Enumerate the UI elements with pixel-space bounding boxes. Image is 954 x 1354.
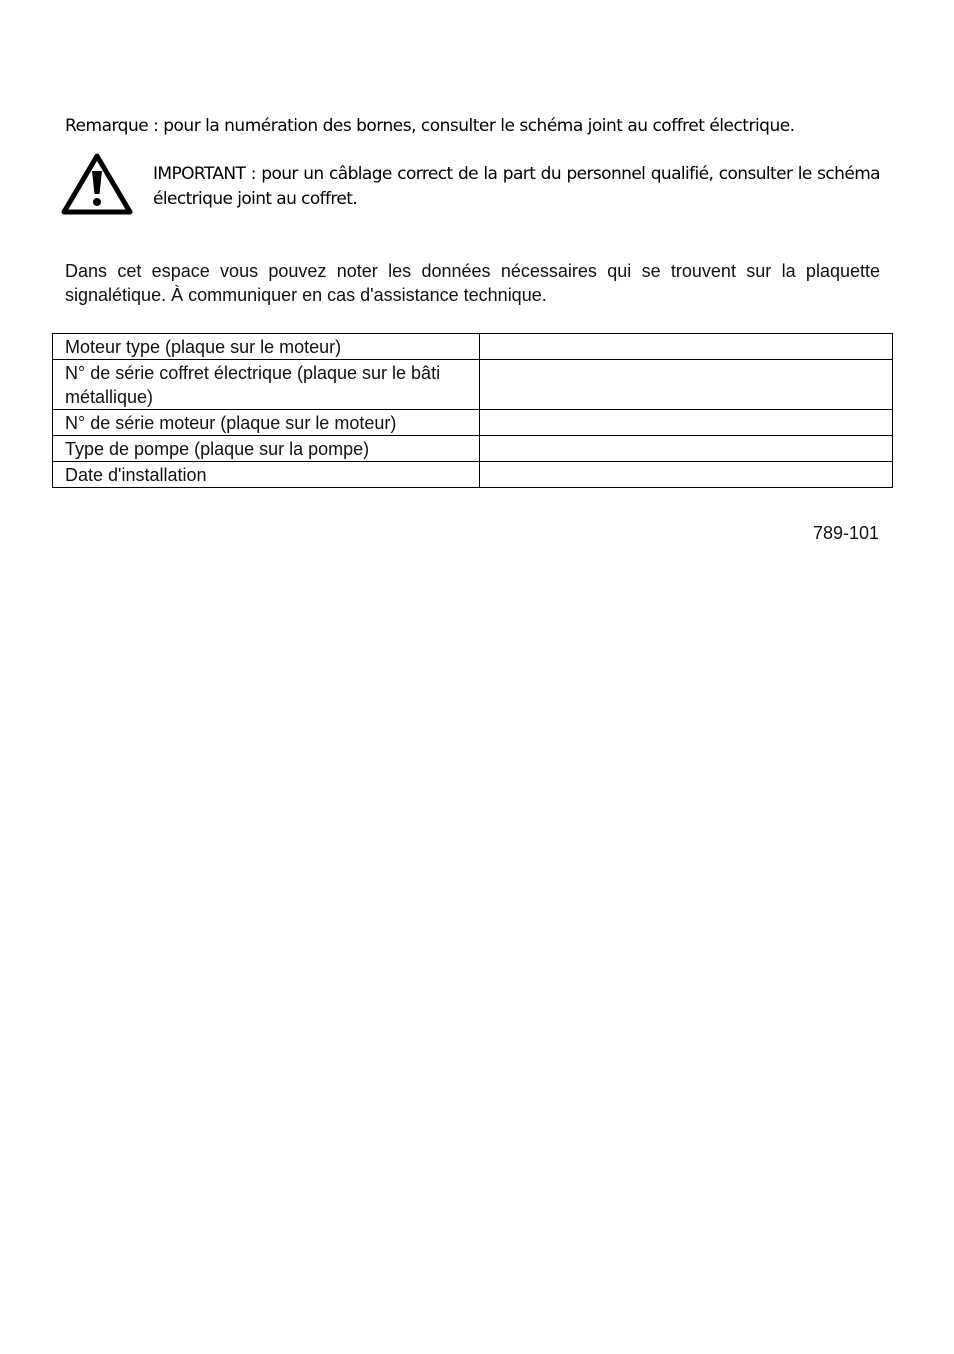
table-row bbox=[53, 410, 893, 436]
row-label: N° de série coffret électrique (plaque sur le bâti métallique) bbox=[53, 360, 480, 410]
document-code: 789-101 bbox=[812, 523, 879, 543]
table-row bbox=[53, 462, 893, 488]
row-label: Moteur type (plaque sur le moteur) bbox=[53, 334, 480, 360]
row-value bbox=[480, 462, 893, 488]
nameplate-data-table bbox=[52, 333, 893, 488]
remark-text: Remarque : pour la numération des bornes, consulter le schéma joint au coffret électrique. bbox=[65, 116, 795, 136]
row-label: Date d'installation bbox=[53, 462, 480, 488]
row-value bbox=[480, 360, 893, 410]
note-text: Dans cet espace vous pouvez noter les données nécessaires qui se trouvent sur la plaquette signalétique. À communiquer en cas d'assistance technique. bbox=[65, 261, 880, 305]
row-value bbox=[480, 436, 893, 462]
table-row bbox=[53, 334, 893, 360]
row-label: N° de série moteur (plaque sur le moteur) bbox=[53, 410, 480, 436]
table-row bbox=[53, 360, 893, 410]
table-row bbox=[53, 436, 893, 462]
row-value bbox=[480, 410, 893, 436]
row-label: Type de pompe (plaque sur la pompe) bbox=[53, 436, 480, 462]
row-value bbox=[480, 334, 893, 360]
important-text: IMPORTANT : pour un câblage correct de la part du personnel qualifié, consulter le schéma électrique joint au coffret. bbox=[153, 164, 880, 209]
warning-triangle-icon bbox=[61, 152, 133, 216]
